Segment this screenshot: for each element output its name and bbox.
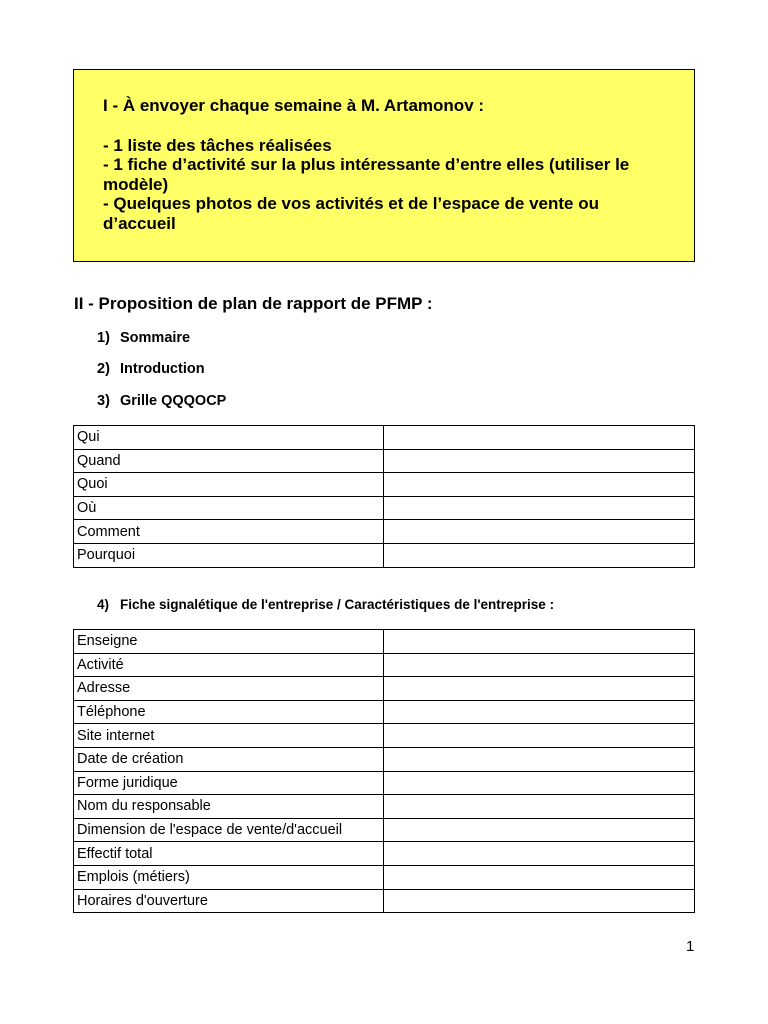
row-label: Emplois (métiers) (74, 865, 384, 889)
row-value-cell[interactable] (384, 520, 695, 544)
table-row (74, 842, 695, 866)
row-value-cell[interactable] (384, 771, 695, 795)
row-label: Date de création (74, 747, 384, 771)
qqqocp-table (73, 425, 695, 568)
plan-item-number: 4) (97, 597, 110, 612)
row-label: Forme juridique (74, 771, 384, 795)
section1-line-2: - 1 fiche d’activité sur la plus intéressante d’entre elles (utiliser le modèle) (103, 155, 630, 194)
row-value-cell[interactable] (384, 747, 695, 771)
row-value-cell[interactable] (384, 543, 695, 567)
row-label: Comment (74, 520, 384, 544)
row-value-cell[interactable] (384, 842, 695, 866)
plan-item-label: Fiche signalétique de l'entreprise / Caractéristiques de l'entreprise : (120, 597, 555, 612)
row-value-cell[interactable] (384, 426, 695, 450)
row-label: Effectif total (74, 842, 384, 866)
row-label: Nom du responsable (74, 795, 384, 819)
row-value-cell[interactable] (384, 473, 695, 497)
row-value-cell[interactable] (384, 653, 695, 677)
table-row (74, 795, 695, 819)
page-number: 1 (686, 938, 695, 955)
section1-line-3: - Quelques photos de vos activités et de l’espace de vente ou d’accueil (103, 194, 599, 233)
table-row (74, 889, 695, 913)
plan-item-sommaire (97, 330, 190, 346)
plan-item-number: 2) (97, 361, 110, 377)
row-value-cell[interactable] (384, 724, 695, 748)
row-label: Dimension de l'espace de vente/d'accueil (74, 818, 384, 842)
plan-item-fiche (97, 597, 554, 612)
instructions-box (73, 69, 695, 262)
section1-line-1: - 1 liste des tâches réalisées (103, 135, 332, 155)
row-label: Qui (74, 426, 384, 450)
entreprise-table (73, 629, 695, 913)
table-row (74, 771, 695, 795)
row-label: Quoi (74, 473, 384, 497)
row-value-cell[interactable] (384, 865, 695, 889)
table-row (74, 724, 695, 748)
table-row (74, 653, 695, 677)
row-label: Quand (74, 449, 384, 473)
row-value-cell[interactable] (384, 677, 695, 701)
table-row (74, 700, 695, 724)
plan-item-grille (97, 393, 226, 409)
row-label: Activité (74, 653, 384, 677)
row-label: Pourquoi (74, 543, 384, 567)
row-value-cell[interactable] (384, 795, 695, 819)
row-value-cell[interactable] (384, 449, 695, 473)
row-label: Adresse (74, 677, 384, 701)
table-row (74, 543, 695, 567)
row-label: Horaires d'ouverture (74, 889, 384, 913)
table-row (74, 496, 695, 520)
plan-item-label: Sommaire (120, 330, 191, 346)
table-row (74, 630, 695, 654)
row-value-cell[interactable] (384, 818, 695, 842)
section2-title: II - Proposition de plan de rapport de PFMP : (74, 294, 433, 313)
plan-item-number: 1) (97, 330, 110, 346)
table-row (74, 473, 695, 497)
section1-title: I - À envoyer chaque semaine à M. Artamonov : (103, 96, 485, 115)
plan-item-label: Grille QQQOCP (120, 393, 227, 409)
plan-item-number: 3) (97, 393, 110, 409)
spacer (103, 116, 666, 136)
table-row (74, 520, 695, 544)
table-row (74, 449, 695, 473)
row-label: Où (74, 496, 384, 520)
plan-item-introduction (97, 361, 205, 377)
table-row (74, 818, 695, 842)
table-row (74, 747, 695, 771)
row-value-cell[interactable] (384, 630, 695, 654)
row-value-cell[interactable] (384, 889, 695, 913)
row-value-cell[interactable] (384, 496, 695, 520)
table-row (74, 677, 695, 701)
table-row (74, 426, 695, 450)
plan-item-label: Introduction (120, 361, 205, 377)
row-label: Site internet (74, 724, 384, 748)
row-label: Téléphone (74, 700, 384, 724)
row-label: Enseigne (74, 630, 384, 654)
row-value-cell[interactable] (384, 700, 695, 724)
table-row (74, 865, 695, 889)
